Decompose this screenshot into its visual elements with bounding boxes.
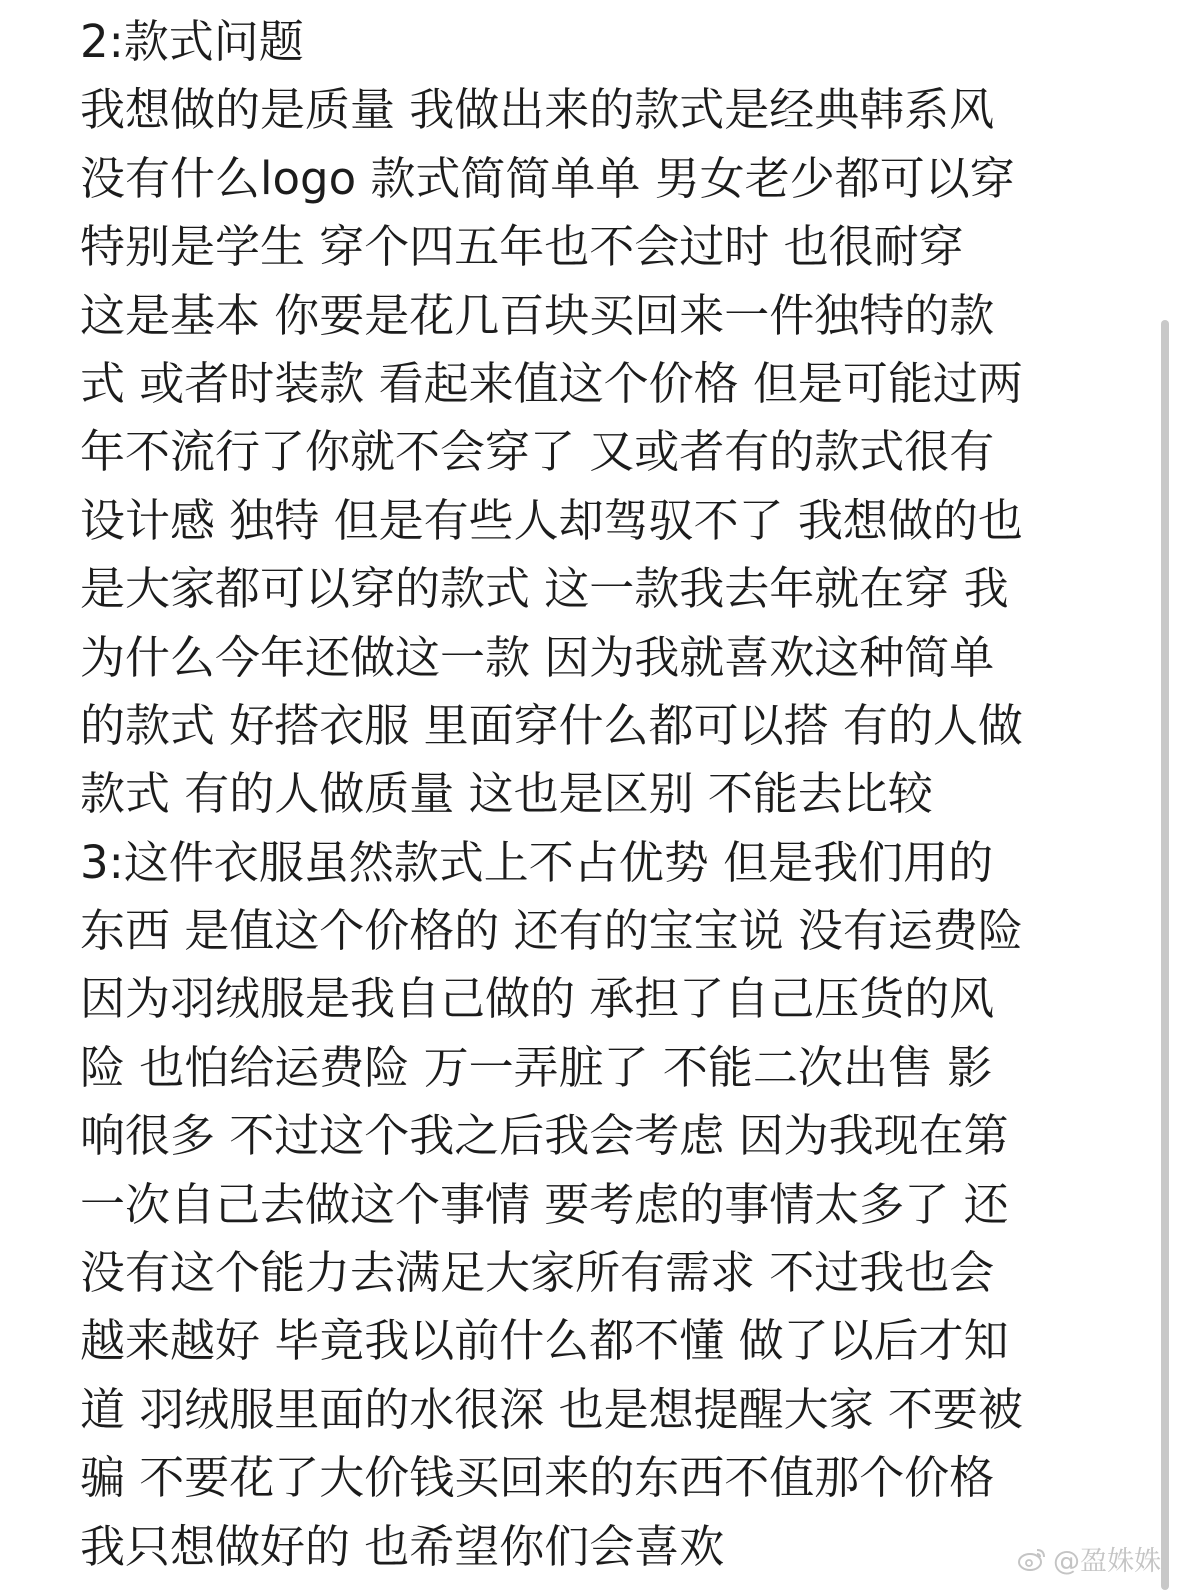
watermark-text: @盈姝姝	[1053, 1546, 1161, 1577]
note-line: 险 也怕给运费险 万一弄脏了 不能二次出售 影	[80, 1040, 993, 1094]
note-line: 这是基本 你要是花几百块买回来一件独特的款	[80, 288, 995, 342]
note-line: 式 或者时装款 看起来值这个价格 但是可能过两	[80, 356, 1023, 410]
note-line: 一次自己去做这个事情 要考虑的事情太多了 还	[80, 1177, 1009, 1231]
note-line: 没有这个能力去满足大家所有需求 不过我也会	[80, 1246, 995, 1300]
note-line: 没有什么logo 款式简简单单 男女老少都可以穿	[80, 151, 1015, 205]
note-line: 骗 不要花了大价钱买回来的东西不值那个价格	[80, 1451, 995, 1505]
note-line: 年不流行了你就不会穿了 又或者有的款式很有	[80, 425, 995, 479]
note-line: 响很多 不过这个我之后我会考虑 因为我现在第	[80, 1109, 1009, 1163]
note-line: 东西 是值这个价格的 还有的宝宝说 没有运费险	[80, 904, 1023, 958]
note-line: 为什么今年还做这一款 因为我就喜欢这种简单	[80, 630, 995, 684]
note-line: 款式 有的人做质量 这也是区别 不能去比较	[80, 767, 933, 821]
note-line: 越来越好 毕竟我以前什么都不懂 做了以后才知	[80, 1314, 1009, 1368]
note-line: 2:款式问题	[80, 15, 304, 68]
note-line: 设计感 独特 但是有些人却驾驭不了 我想做的也	[80, 493, 1023, 547]
note-line: 是大家都可以穿的款式 这一款我去年就在穿 我	[80, 562, 1009, 616]
note-line: 我只想做好的 也希望你们会喜欢	[80, 1519, 725, 1573]
note-line: 道 羽绒服里面的水很深 也是想提醒大家 不要被	[80, 1382, 1023, 1436]
watermark	[1017, 1539, 1161, 1578]
note-line: 因为羽绒服是我自己做的 承担了自己压货的风	[80, 972, 995, 1026]
vertical-scrollbar[interactable]	[1161, 320, 1169, 1590]
weibo-icon	[1017, 1546, 1047, 1572]
note-line: 的款式 好搭衣服 里面穿什么都可以搭 有的人做	[80, 698, 1023, 752]
note-line: 3:这件衣服虽然款式上不占优势 但是我们用的	[80, 835, 994, 889]
note-line: 特别是学生 穿个四五年也不会过时 也很耐穿	[80, 220, 964, 274]
note-line: 我想做的是质量 我做出来的款式是经典韩系风	[80, 83, 995, 137]
note-text	[80, 8, 1100, 1581]
